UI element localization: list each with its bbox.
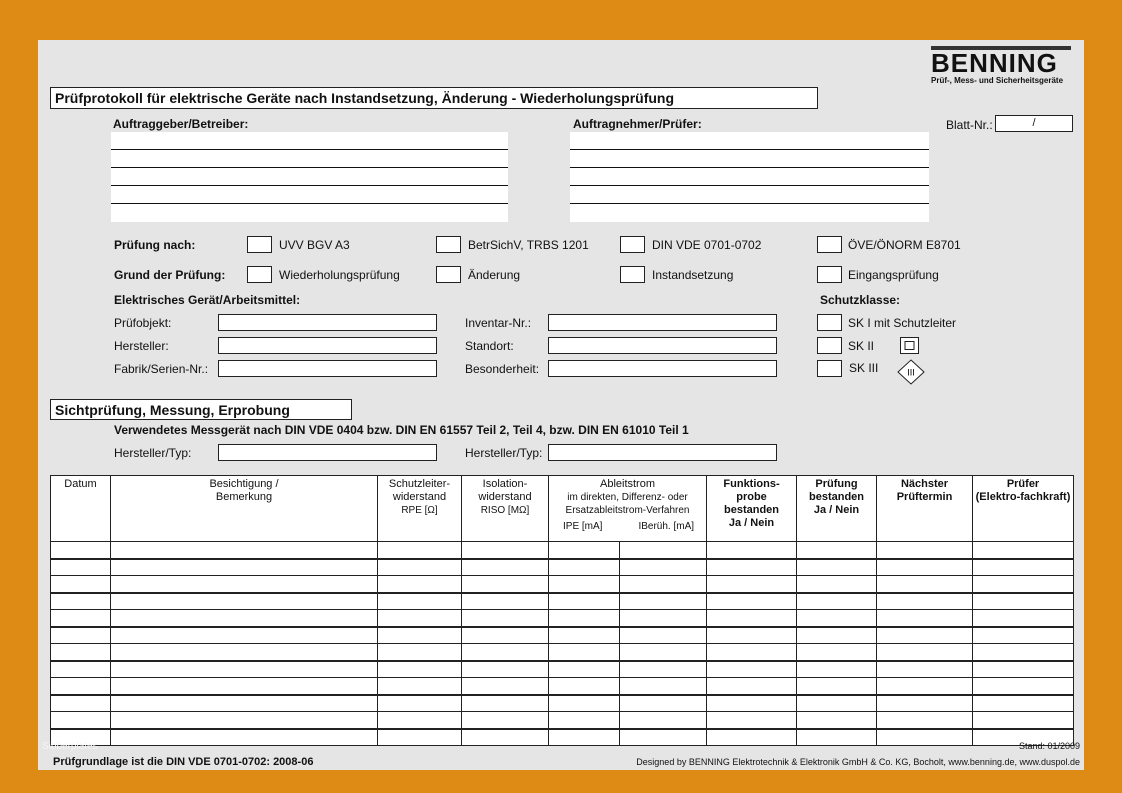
table-cell[interactable]	[51, 661, 111, 678]
checkbox-repair[interactable]	[620, 266, 645, 283]
table-cell[interactable]	[111, 593, 378, 610]
protection-class-label: Schutzklasse:	[820, 293, 901, 307]
checkbox-repeat[interactable]	[247, 266, 272, 283]
option-repair: Instandsetzung	[652, 268, 734, 282]
table-cell[interactable]	[51, 576, 111, 593]
checkbox-oenorm[interactable]	[817, 236, 842, 253]
table-cell[interactable]	[707, 661, 797, 678]
table-cell[interactable]	[462, 661, 549, 678]
manufacturer-label: Hersteller:	[114, 339, 169, 353]
table-row	[51, 712, 1074, 729]
instrument-manufacturer-label: Hersteller/Typ:	[114, 446, 192, 460]
table-cell[interactable]	[797, 678, 877, 695]
table-cell[interactable]	[707, 695, 797, 712]
table-cell[interactable]	[707, 729, 797, 746]
double-insulation-icon	[900, 337, 919, 354]
table-cell[interactable]	[111, 695, 378, 712]
col-function-test: Funktions- probe bestanden Ja / Nein	[707, 476, 797, 542]
table-cell[interactable]	[877, 712, 973, 729]
table-cell[interactable]	[797, 627, 877, 644]
table-cell[interactable]	[549, 712, 620, 729]
table-cell[interactable]	[707, 627, 797, 644]
measurement-table	[50, 475, 1074, 746]
table-cell[interactable]	[877, 678, 973, 695]
checkbox-change[interactable]	[436, 266, 461, 283]
checkbox-uvv[interactable]	[247, 236, 272, 253]
table-row	[51, 542, 1074, 559]
table-cell[interactable]	[378, 678, 462, 695]
table-row	[51, 576, 1074, 593]
table-cell[interactable]	[111, 729, 378, 746]
table-cell[interactable]	[462, 542, 549, 559]
option-uvv: UVV BGV A3	[279, 238, 350, 252]
table-cell[interactable]	[620, 678, 707, 695]
leak-ipe-label: IPE [mA]	[563, 521, 603, 532]
table-cell[interactable]	[620, 729, 707, 746]
brand-logo: BENNING	[931, 48, 1058, 78]
table-cell[interactable]	[973, 695, 1074, 712]
table-cell[interactable]	[111, 678, 378, 695]
option-sk3: SK III	[849, 361, 879, 375]
manufacturer-field[interactable]	[218, 337, 437, 354]
table-cell[interactable]	[973, 559, 1074, 576]
table-cell[interactable]	[111, 712, 378, 729]
table-cell[interactable]	[462, 593, 549, 610]
table-cell[interactable]	[111, 627, 378, 644]
page-title: Prüfprotokoll für elektrische Geräte nach Instandsetzung, Änderung - Wiederholungsprüfung	[50, 87, 818, 109]
table-cell[interactable]	[707, 576, 797, 593]
table-cell[interactable]	[797, 576, 877, 593]
table-cell[interactable]	[51, 593, 111, 610]
instrument-manufacturer-field[interactable]	[218, 444, 437, 461]
sheet-label: Blatt-Nr.:	[946, 118, 993, 132]
table-cell[interactable]	[51, 695, 111, 712]
table-cell[interactable]	[707, 610, 797, 627]
special-field[interactable]	[548, 360, 777, 377]
client-lines[interactable]	[111, 132, 508, 222]
table-cell[interactable]	[462, 729, 549, 746]
col-next-test-date: Nächster Prüftermin	[877, 476, 973, 542]
table-cell[interactable]	[877, 542, 973, 559]
table-cell[interactable]	[549, 627, 620, 644]
option-incoming: Eingangsprüfung	[848, 268, 939, 282]
serial-field[interactable]	[218, 360, 437, 377]
table-cell[interactable]	[797, 542, 877, 559]
table-cell[interactable]	[797, 729, 877, 746]
table-cell[interactable]	[549, 559, 620, 576]
table-cell[interactable]	[620, 644, 707, 661]
test-per-label: Prüfung nach:	[114, 238, 196, 252]
brand-tagline: Prüf-, Mess- und Sicherheitsgeräte	[931, 76, 1064, 85]
col-leakage-current: Ableitstrom im direkten, Differenz- oder Ersatzableitstrom-Verfahren IPE [mA] IBerüh. [mA]	[549, 476, 707, 542]
protocol-sheet	[38, 40, 1084, 770]
checkbox-betrsichv[interactable]	[436, 236, 461, 253]
table-header-row	[51, 476, 1074, 542]
table-cell[interactable]	[973, 712, 1074, 729]
table-cell[interactable]	[51, 712, 111, 729]
table-row	[51, 559, 1074, 576]
location-field[interactable]	[548, 337, 777, 354]
section-visual-measure-title: Sichtprüfung, Messung, Erprobung	[50, 399, 352, 420]
table-cell[interactable]	[378, 576, 462, 593]
table-cell[interactable]	[378, 627, 462, 644]
table-cell[interactable]	[707, 542, 797, 559]
table-cell[interactable]	[973, 593, 1074, 610]
inventory-field[interactable]	[548, 314, 777, 331]
stand-date: Stand: 01/2009	[1019, 741, 1081, 751]
location-label: Standort:	[465, 339, 514, 353]
col-pe-resistance: Schutzleiter- widerstand RPE [Ω]	[378, 476, 462, 542]
leak-ib-label: IBerüh. [mA]	[638, 521, 695, 532]
option-repeat: Wiederholungsprüfung	[279, 268, 400, 282]
table-cell[interactable]	[707, 559, 797, 576]
table-cell[interactable]	[973, 644, 1074, 661]
table-cell[interactable]	[620, 610, 707, 627]
instrument-type-field[interactable]	[548, 444, 777, 461]
checkbox-incoming[interactable]	[817, 266, 842, 283]
table-cell[interactable]	[877, 559, 973, 576]
instrument-note: Verwendetes Messgerät nach DIN VDE 0404 bzw. DIN EN 61557 Teil 2, Teil 4, bzw. DIN EN 61010 Teil 1	[114, 423, 689, 437]
table-cell[interactable]	[549, 610, 620, 627]
table-cell[interactable]	[973, 627, 1074, 644]
table-cell[interactable]	[111, 559, 378, 576]
checkbox-sk3[interactable]	[817, 360, 842, 377]
sheet-number-field[interactable]: /	[995, 115, 1073, 132]
table-cell[interactable]	[973, 661, 1074, 678]
table-cell[interactable]	[877, 627, 973, 644]
test-basis-note: Prüfgrundlage ist die DIN VDE 0701-0702: 2008-06	[53, 756, 314, 768]
table-cell[interactable]	[462, 610, 549, 627]
table-cell[interactable]	[620, 712, 707, 729]
table-cell[interactable]	[378, 729, 462, 746]
table-cell[interactable]	[549, 729, 620, 746]
reason-label: Grund der Prüfung:	[114, 268, 226, 282]
table-cell[interactable]	[378, 610, 462, 627]
table-cell[interactable]	[111, 610, 378, 627]
table-cell[interactable]	[549, 695, 620, 712]
table-cell[interactable]	[620, 627, 707, 644]
table-cell[interactable]	[378, 695, 462, 712]
table-cell[interactable]	[51, 610, 111, 627]
table-cell[interactable]	[797, 559, 877, 576]
table-cell[interactable]	[462, 644, 549, 661]
contractor-lines[interactable]	[570, 132, 929, 222]
table-cell[interactable]	[462, 695, 549, 712]
col-test-passed: Prüfung bestanden Ja / Nein	[797, 476, 877, 542]
table-cell[interactable]	[877, 695, 973, 712]
table-cell[interactable]	[378, 644, 462, 661]
table-cell[interactable]	[877, 610, 973, 627]
table-cell[interactable]	[549, 678, 620, 695]
table-cell[interactable]	[462, 678, 549, 695]
table-cell[interactable]	[620, 695, 707, 712]
table-cell[interactable]	[707, 593, 797, 610]
table-cell[interactable]	[549, 644, 620, 661]
table-cell[interactable]	[973, 678, 1074, 695]
option-oenorm: ÖVE/ÖNORM E8701	[848, 238, 961, 252]
option-betrsichv: BetrSichV, TRBS 1201	[468, 238, 589, 252]
col-inspection: Besichtigung / Bemerkung	[111, 476, 378, 542]
sk3-symbol-text: III	[907, 367, 915, 378]
table-row	[51, 610, 1074, 627]
table-cell[interactable]	[51, 627, 111, 644]
table-cell[interactable]	[877, 593, 973, 610]
table-cell[interactable]	[797, 661, 877, 678]
table-cell[interactable]	[462, 559, 549, 576]
table-cell[interactable]	[797, 712, 877, 729]
table-cell[interactable]	[462, 712, 549, 729]
table-cell[interactable]	[620, 661, 707, 678]
table-cell[interactable]	[707, 678, 797, 695]
table-cell[interactable]	[973, 576, 1074, 593]
protective-low-voltage-icon	[897, 359, 925, 385]
table-cell[interactable]	[111, 644, 378, 661]
table-cell[interactable]	[51, 644, 111, 661]
table-cell[interactable]	[378, 712, 462, 729]
table-row	[51, 729, 1074, 746]
table-row	[51, 644, 1074, 661]
table-cell[interactable]	[973, 542, 1074, 559]
table-cell[interactable]	[797, 610, 877, 627]
option-change: Änderung	[468, 268, 521, 282]
client-label: Auftraggeber/Betreiber:	[113, 117, 249, 131]
table-cell[interactable]	[877, 576, 973, 593]
table-cell[interactable]	[111, 661, 378, 678]
table-row	[51, 678, 1074, 695]
table-row	[51, 593, 1074, 610]
contractor-label: Auftragnehmer/Prüfer:	[573, 117, 702, 131]
table-cell[interactable]	[620, 559, 707, 576]
col-tester: Prüfer (Elektro-fachkraft)	[973, 476, 1074, 542]
inventory-label: Inventar-Nr.:	[465, 316, 532, 330]
table-cell[interactable]	[378, 542, 462, 559]
table-cell[interactable]	[797, 695, 877, 712]
checkbox-din-vde[interactable]	[620, 236, 645, 253]
table-cell[interactable]	[51, 678, 111, 695]
table-cell[interactable]	[620, 593, 707, 610]
table-cell[interactable]	[111, 576, 378, 593]
table-cell[interactable]	[378, 559, 462, 576]
table-cell[interactable]	[707, 712, 797, 729]
table-cell[interactable]	[877, 729, 973, 746]
col-date: Datum	[51, 476, 111, 542]
table-cell[interactable]	[549, 542, 620, 559]
table-cell[interactable]	[549, 593, 620, 610]
table-cell[interactable]	[111, 542, 378, 559]
table-cell[interactable]	[462, 627, 549, 644]
table-cell[interactable]	[707, 644, 797, 661]
special-label: Besonderheit:	[465, 362, 540, 376]
table-cell[interactable]	[51, 542, 111, 559]
table-cell[interactable]	[620, 542, 707, 559]
test-object-label: Prüfobjekt:	[114, 316, 172, 330]
option-sk1: SK I mit Schutzleiter	[848, 316, 957, 330]
table-cell[interactable]	[378, 593, 462, 610]
checkbox-sk1[interactable]	[817, 314, 842, 331]
table-cell[interactable]	[378, 661, 462, 678]
table-cell[interactable]	[797, 644, 877, 661]
option-sk2: SK II	[848, 339, 875, 353]
table-cell[interactable]	[797, 593, 877, 610]
table-cell[interactable]	[51, 559, 111, 576]
table-cell[interactable]	[462, 576, 549, 593]
table-cell[interactable]	[877, 661, 973, 678]
table-row	[51, 695, 1074, 712]
serial-label: Fabrik/Serien-Nr.:	[114, 362, 209, 376]
table-cell[interactable]	[620, 576, 707, 593]
table-cell[interactable]	[973, 610, 1074, 627]
col-iso-resistance: Isolation- widerstand RISO [MΩ]	[462, 476, 549, 542]
option-din-vde: DIN VDE 0701-0702	[652, 238, 762, 252]
table-cell[interactable]	[549, 661, 620, 678]
table-cell[interactable]	[549, 576, 620, 593]
table-row	[51, 661, 1074, 678]
test-object-field[interactable]	[218, 314, 437, 331]
designed-by-note: Designed by BENNING Elektrotechnik & Elektronik GmbH & Co. KG, Bocholt, www.benning.de, www.duspol.de	[636, 757, 1080, 767]
checkbox-sk2[interactable]	[817, 337, 842, 354]
device-label: Elektrisches Gerät/Arbeitsmittel:	[114, 293, 301, 307]
table-cell[interactable]	[877, 644, 973, 661]
watermark: Sibberplates	[42, 741, 98, 752]
instrument-type-label: Hersteller/Typ:	[465, 446, 543, 460]
table-row	[51, 627, 1074, 644]
